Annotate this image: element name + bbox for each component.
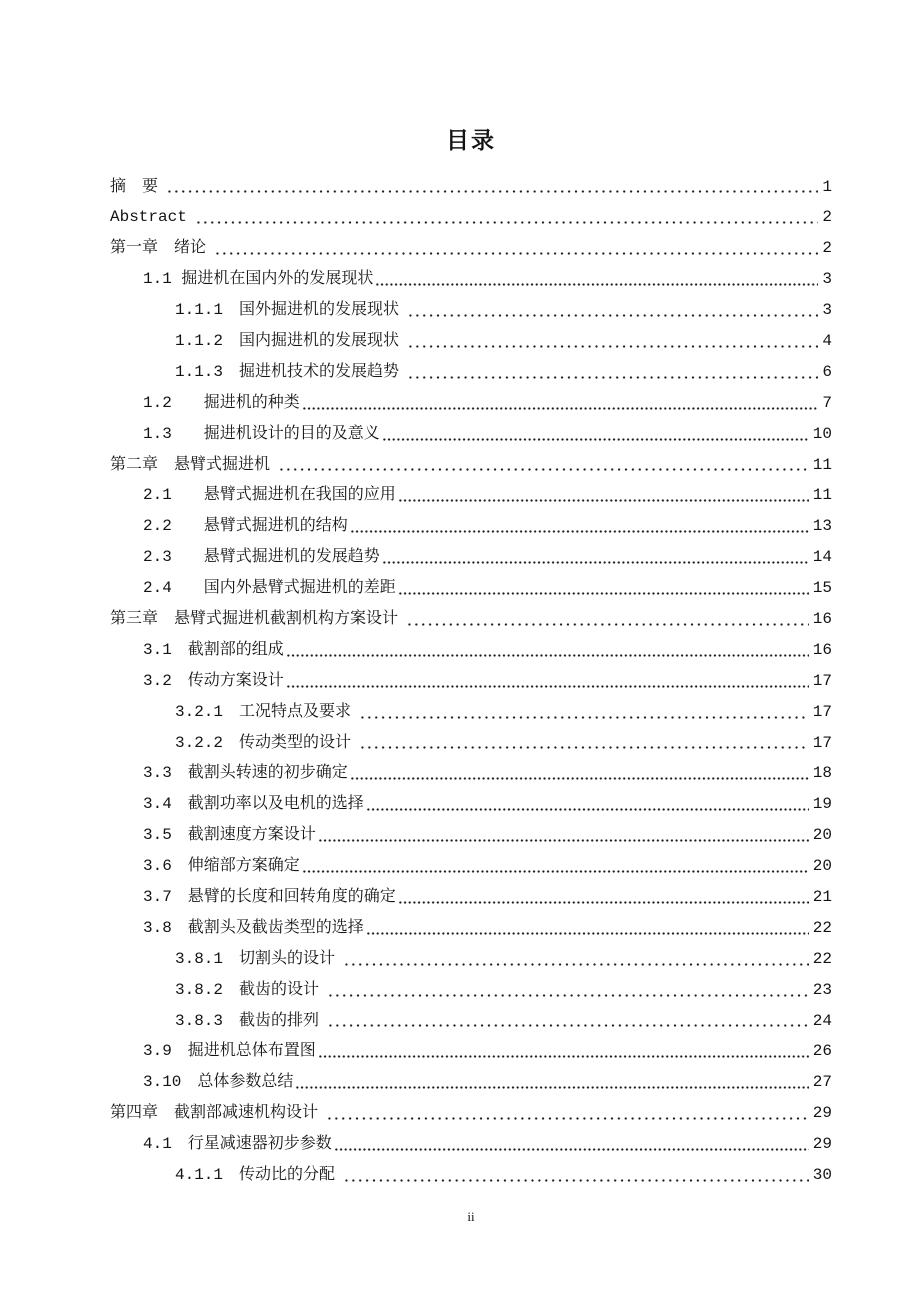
dot-leader xyxy=(343,1160,809,1191)
toc-entry-label: 第四章 截割部减速机构设计 xyxy=(110,1104,319,1123)
page-title: 目录 xyxy=(446,128,496,154)
dot-leader xyxy=(375,264,818,295)
toc-entry-page-number: 27 xyxy=(812,1073,832,1092)
toc-entry-label: 3.2 传动方案设计 xyxy=(143,671,284,690)
toc-entry-page-number: 24 xyxy=(812,1011,832,1030)
dot-leader xyxy=(359,728,809,759)
toc-entry-page-number: 29 xyxy=(812,1104,832,1123)
toc-entry-page-number: 17 xyxy=(812,702,832,721)
toc-section-entry xyxy=(110,635,832,666)
toc-top-level-entry xyxy=(110,202,832,233)
toc-section-entry xyxy=(110,480,832,511)
toc-entry-page-number: 15 xyxy=(812,579,832,598)
toc-entry-label: 1.1.3 掘进机技术的发展趋势 xyxy=(175,362,400,381)
toc-entry-label: 第二章 悬臂式掘进机 xyxy=(110,455,271,474)
toc-entry-label: 1.2 掘进机的种类 xyxy=(143,393,300,412)
toc-section-entry xyxy=(110,789,832,820)
toc-section-entry xyxy=(110,882,832,913)
dot-leader xyxy=(214,233,818,264)
dot-leader xyxy=(318,820,809,851)
toc-entry-page-number: 16 xyxy=(812,609,832,628)
dot-leader xyxy=(278,450,809,481)
toc-entry-page-number: 17 xyxy=(812,671,832,690)
dot-leader xyxy=(382,542,809,573)
toc-entry-page-number: 10 xyxy=(812,424,832,443)
toc-entry-page-number: 18 xyxy=(812,764,832,783)
toc-entry-label: 1.1.2 国内掘进机的发展现状 xyxy=(175,331,400,350)
dot-leader xyxy=(406,604,809,635)
toc-section-entry xyxy=(110,573,832,604)
toc-subsection-entry xyxy=(110,728,832,759)
toc-entry-page-number: 22 xyxy=(812,949,832,968)
dot-leader xyxy=(366,789,809,820)
toc-entry-label: 3.2.2 传动类型的设计 xyxy=(175,733,352,752)
toc-entry-label: 1.3 掘进机设计的目的及意义 xyxy=(143,424,380,443)
toc-subsection-entry xyxy=(110,975,832,1006)
dot-leader xyxy=(166,172,818,203)
toc-entry-page-number: 3 xyxy=(822,270,832,289)
toc-entry-label: 2.1 悬臂式掘进机在我国的应用 xyxy=(143,486,396,505)
toc-top-level-entry xyxy=(110,1098,832,1129)
toc-entry-label: 3.3 截割头转速的初步确定 xyxy=(143,764,348,783)
toc-entry-label: 3.4 截割功率以及电机的选择 xyxy=(143,795,364,814)
toc-section-entry xyxy=(110,851,832,882)
toc-entry-label: 3.8.1 切割头的设计 xyxy=(175,949,336,968)
toc-entry-label: 3.6 伸缩部方案确定 xyxy=(143,857,300,876)
toc-entry-label: 2.2 悬臂式掘进机的结构 xyxy=(143,517,348,536)
toc-entry-page-number: 7 xyxy=(822,393,832,412)
toc-section-entry xyxy=(110,388,832,419)
toc-section-entry xyxy=(110,264,832,295)
toc-section-entry xyxy=(110,666,832,697)
toc-entry-page-number: 11 xyxy=(812,455,832,474)
toc-entry-page-number: 23 xyxy=(812,980,832,999)
toc-section-entry xyxy=(110,1067,832,1098)
toc-section-entry xyxy=(110,542,832,573)
toc-section-entry xyxy=(110,820,832,851)
toc-entry-page-number: 19 xyxy=(812,795,832,814)
toc-entry-label: 摘 要 xyxy=(110,177,159,196)
toc-subsection-entry xyxy=(110,697,832,728)
dot-leader xyxy=(407,326,818,357)
toc-entry-page-number: 4 xyxy=(822,331,832,350)
toc-entry-page-number: 29 xyxy=(812,1135,832,1154)
toc-entry-page-number: 30 xyxy=(812,1166,832,1184)
table-of-contents xyxy=(110,172,832,1191)
toc-subsection-entry xyxy=(110,1160,832,1191)
toc-entry-label: 3.5 截割速度方案设计 xyxy=(143,826,316,845)
toc-section-entry xyxy=(110,419,832,450)
toc-entry-page-number: 20 xyxy=(812,857,832,876)
dot-leader xyxy=(366,913,809,944)
toc-subsection-entry xyxy=(110,944,832,975)
toc-entry-label: 1.1.1 国外掘进机的发展现状 xyxy=(175,301,400,320)
dot-leader xyxy=(318,1036,809,1067)
toc-entry-page-number: 21 xyxy=(812,887,832,906)
toc-entry-page-number: 13 xyxy=(812,517,832,536)
toc-entry-page-number: 1 xyxy=(822,177,832,196)
toc-entry-page-number: 22 xyxy=(812,918,832,937)
dot-leader xyxy=(350,758,809,789)
toc-subsection-entry xyxy=(110,295,832,326)
toc-entry-page-number: 14 xyxy=(812,548,832,567)
dot-leader xyxy=(327,975,809,1006)
toc-entry-page-number: 11 xyxy=(812,486,832,505)
toc-entry-label: Abstract xyxy=(110,208,187,227)
dot-leader xyxy=(334,1129,809,1160)
dot-leader xyxy=(343,944,809,975)
dot-leader xyxy=(382,419,809,450)
toc-entry-page-number: 6 xyxy=(822,362,832,381)
toc-entry-label: 2.4 国内外悬臂式掘进机的差距 xyxy=(143,579,396,598)
dot-leader xyxy=(295,1067,808,1098)
toc-entry-label: 3.1 截割部的组成 xyxy=(143,640,284,659)
toc-entry-label: 第三章 悬臂式掘进机截割机构方案设计 xyxy=(110,609,399,628)
dot-leader xyxy=(327,1006,809,1037)
toc-subsection-entry xyxy=(110,1006,832,1037)
toc-section-entry xyxy=(110,1129,832,1160)
dot-leader xyxy=(326,1098,809,1129)
toc-subsection-entry xyxy=(110,326,832,357)
toc-subsection-entry xyxy=(110,357,832,388)
dot-leader xyxy=(407,295,818,326)
toc-entry-page-number: 2 xyxy=(822,239,832,258)
toc-entry-page-number: 17 xyxy=(812,733,832,752)
toc-top-level-entry xyxy=(110,172,832,203)
dot-leader xyxy=(359,697,809,728)
toc-entry-page-number: 20 xyxy=(812,826,832,845)
toc-entry-label: 1.1 掘进机在国内外的发展现状 xyxy=(143,270,374,289)
toc-entry-label: 3.9 掘进机总体布置图 xyxy=(143,1042,316,1061)
toc-entry-page-number: 3 xyxy=(822,301,832,320)
toc-top-level-entry xyxy=(110,604,832,635)
toc-entry-page-number: 2 xyxy=(822,208,832,227)
toc-entry-label: 第一章 绪论 xyxy=(110,239,207,258)
toc-entry-label: 3.8 截割头及截齿类型的选择 xyxy=(143,918,364,937)
toc-entry-page-number: 16 xyxy=(812,640,832,659)
dot-leader xyxy=(407,357,818,388)
dot-leader xyxy=(286,635,809,666)
toc-entry-label: 4.1.1 传动比的分配 xyxy=(175,1166,336,1184)
toc-entry-label: 3.7 悬臂的长度和回转角度的确定 xyxy=(143,887,396,906)
toc-entry-label: 3.8.3 截齿的排列 xyxy=(175,1011,320,1030)
toc-entry-page-number: 26 xyxy=(812,1042,832,1061)
toc-top-level-entry xyxy=(110,450,832,481)
page-number-footer: ii xyxy=(467,1209,475,1224)
dot-leader xyxy=(195,202,819,233)
dot-leader xyxy=(350,511,809,542)
toc-entry-label: 3.8.2 截齿的设计 xyxy=(175,980,320,999)
toc-entry-label: 4.1 行星减速器初步参数 xyxy=(143,1135,332,1154)
toc-top-level-entry xyxy=(110,233,832,264)
toc-entry-label: 3.2.1 工况特点及要求 xyxy=(175,702,352,721)
toc-entry-label: 3.10 总体参数总结 xyxy=(143,1073,294,1092)
dot-leader xyxy=(286,666,809,697)
toc-entry-label: 2.3 悬臂式掘进机的发展趋势 xyxy=(143,548,380,567)
dot-leader xyxy=(398,480,809,511)
dot-leader xyxy=(398,882,809,913)
toc-section-entry xyxy=(110,511,832,542)
dot-leader xyxy=(302,388,819,419)
toc-section-entry xyxy=(110,913,832,944)
toc-section-entry xyxy=(110,1036,832,1067)
dot-leader xyxy=(398,573,809,604)
toc-section-entry xyxy=(110,758,832,789)
dot-leader xyxy=(302,851,809,882)
